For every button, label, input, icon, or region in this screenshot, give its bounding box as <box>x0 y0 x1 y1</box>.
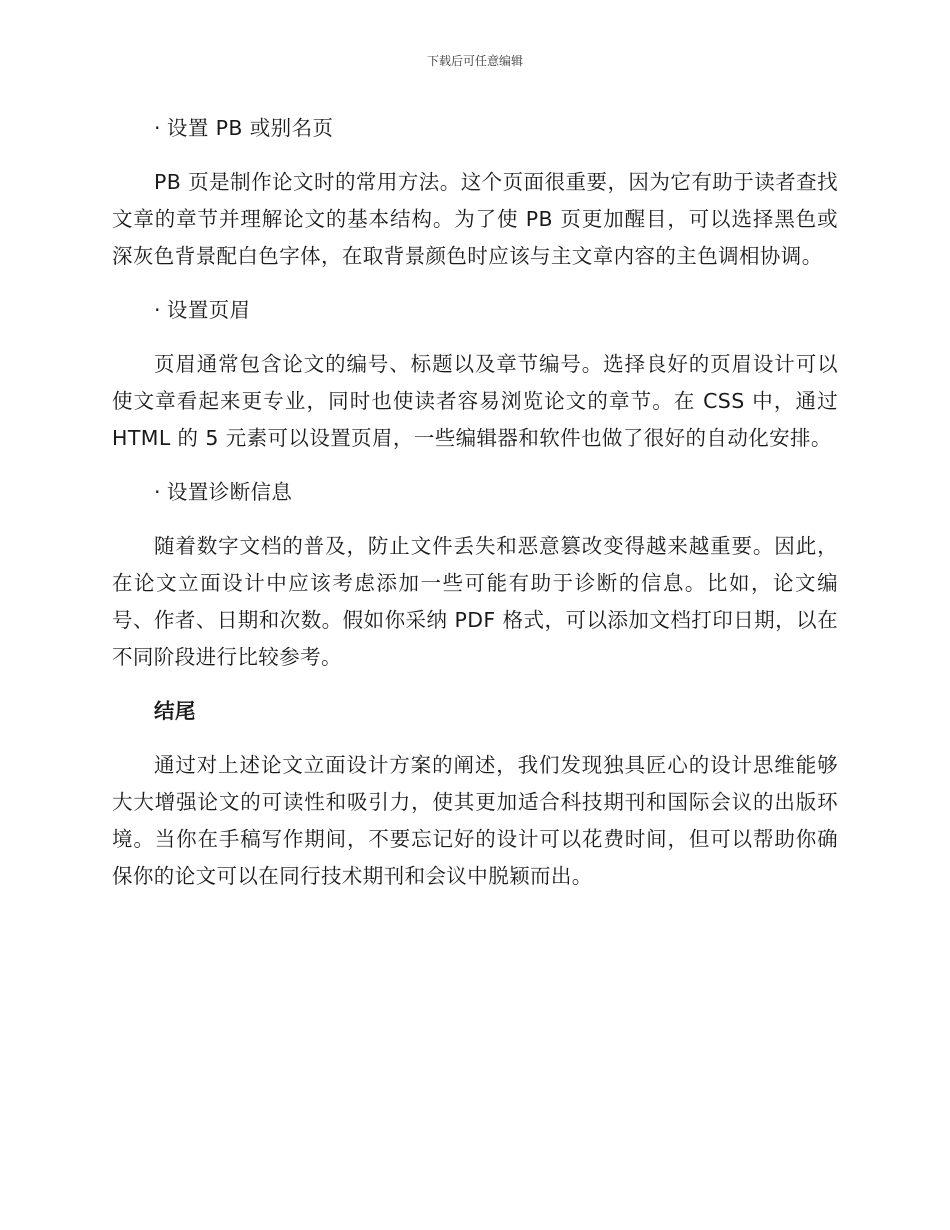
document-body <box>112 110 838 912</box>
section-diagnostics-body: 随着数字文档的普及，防止文件丢失和恶意篡改变得越来越重要。因此，在论文立面设计中应该考虑添加一些可能有助于诊断的信息。比如，论文编号、作者、日期和次数。假如你采纳 PDF 格式，可以添加文档打印日期，以在不同阶段进行比较参考。 <box>112 534 838 669</box>
section-pb-body: PB 页是制作论文时的常用方法。这个页面很重要，因为它有助于读者查找文章的章节并理解论文的基本结构。为了使 PB 页更加醒目，可以选择黑色或深灰色背景配白色字体，在取背景颜色时应该与主文章内容的主色调相协调。 <box>112 170 838 268</box>
bullet-icon: · <box>154 480 161 504</box>
bullet-icon: · <box>154 116 161 140</box>
section-diagnostics-title-text: 设置诊断信息 <box>166 480 293 504</box>
section-diagnostics-title <box>112 474 838 511</box>
section-pb-title <box>112 110 838 147</box>
page-header: 下载后可任意编辑 <box>426 54 523 68</box>
section-header-body: 页眉通常包含论文的编号、标题以及章节编号。选择良好的页眉设计可以使文章看起来更专业，同时也使读者容易浏览论文的章节。在 CSS 中，通过 HTML 的 5 元素可以设置页眉，一些编辑器和软件也做了很好的自动化安排。 <box>112 352 838 450</box>
section-header-title-text: 设置页眉 <box>166 298 251 322</box>
bullet-icon: · <box>154 298 161 322</box>
section-header-title <box>112 292 838 329</box>
section-pb-title-text: 设置 PB 或别名页 <box>166 116 334 140</box>
section-ending-body: 通过对上述论文立面设计方案的阐述，我们发现独具匠心的设计思维能够大大增强论文的可读性和吸引力，使其更加适合科技期刊和国际会议的出版环境。当你在手稿写作期间，不要忘记好的设计可以花费时间，但可以帮助你确保你的论文可以在同行技术期刊和会议中脱颖而出。 <box>112 753 838 888</box>
section-ending-heading: 结尾 <box>154 699 196 723</box>
